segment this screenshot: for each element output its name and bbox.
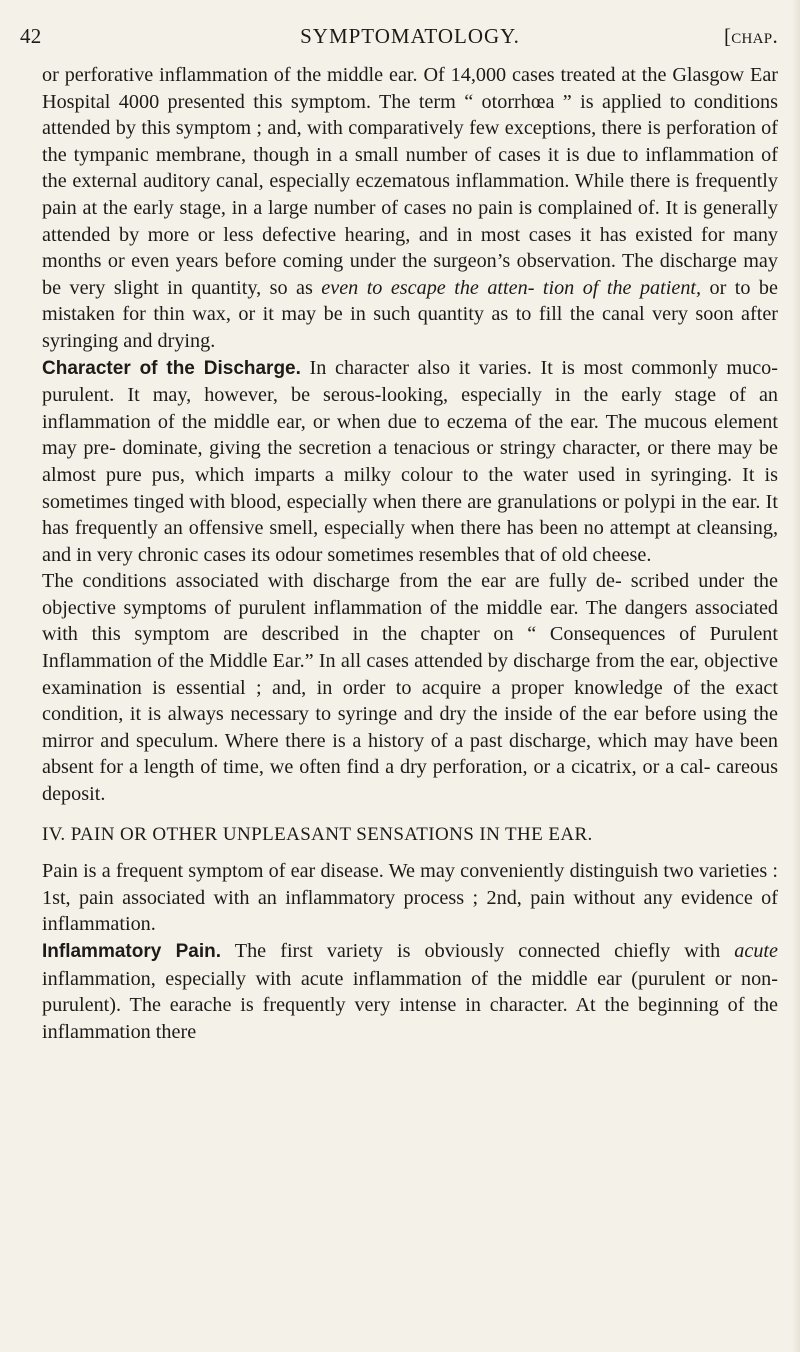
paragraph-inflammatory-pain bbox=[42, 938, 778, 1045]
sidehead-inflammatory-pain: Inflammatory Pain. bbox=[42, 941, 222, 962]
section-heading: IV. PAIN OR OTHER UNPLEASANT SENSATIONS IN THE EAR. bbox=[42, 823, 593, 845]
chapter-mark: [chap. bbox=[723, 24, 778, 48]
body-text bbox=[42, 62, 778, 1045]
book-page bbox=[20, 10, 778, 1340]
running-title: SYMPTOMATOLOGY. bbox=[300, 24, 520, 48]
paragraph-text: Pain is a frequent symptom of ear disease. We may conveniently distinguish two varieties : 1st, pain associated with an inflammatory process ; 2nd, pain without any evidence of inflammation. bbox=[42, 860, 778, 936]
page-header bbox=[20, 10, 778, 48]
paragraph-text: or to be mistaken for thin wax, or it may be in such quantity as to fill the canal very soon after syringing and drying. bbox=[42, 276, 778, 352]
italic-word: acute bbox=[734, 940, 778, 962]
paragraph-associated-conditions bbox=[42, 568, 778, 807]
page-edge-shadow bbox=[792, 0, 800, 1352]
paragraph-pain-varieties bbox=[42, 858, 778, 938]
italic-phrase: even to escape the atten- tion of the patient, bbox=[321, 276, 702, 299]
paragraph-otorrhoea bbox=[42, 62, 778, 355]
paragraph-text: In character also it varies. It is most commonly muco-purulent. It may, however, be serous-looking, especially in the early stage of an inflammation of the middle ear, or when due to eczema of the ear. The mucous element may pre- dominate, giving the secretion a tenacious or stringy character, or there may be almost pure pus, which imparts a milky colour to the water used in syringing. It is sometimes tinged with blood, especially when there are granulations or polypi in the ear. It has frequently an offensive smell, especially when there has been no attempt at cleansing, and in very chronic cases its odour sometimes resembles that of old cheese. bbox=[42, 356, 778, 566]
paragraph-text: The first variety is obviously connected chiefly with bbox=[221, 940, 735, 962]
paragraph-text: The conditions associated with discharge from the ear are fully de- scribed under the objective symptoms of purulent inflammation of the middle ear. The dangers associated with this symptom are described in the chapter on “ Consequences of Purulent Inflammation of the Middle Ear.” In all cases attended by discharge from the ear, objective examination is essential ; and, in order to acquire a proper knowledge of the exact condition, it is always necessary to syringe and dry the inside of the ear before using the mirror and speculum. Where there is a history of a past discharge, which may have been absent for a length of time, we often find a dry perforation, or a cicatrix, or a cal- careous deposit. bbox=[42, 570, 778, 806]
page-number: 42 bbox=[20, 24, 42, 48]
paragraph-text: or perforative inflammation of the middle ear. Of 14,000 cases treated at the Glasgow Ear Hospital 4000 presented this symptom. The term “ otorrhœa ” is applied to conditions attended by this symptom ; and, with comparatively few exceptions, there is perforation of the tympanic membrane, though in a small number of cases it is due to inflammation of the external auditory canal, especially eczematous inflammation. While there is frequently pain at the early stage, in a large number of cases no pain is complained of. It is generally attended by more or less defective hearing, and in most cases it has existed for many months or even years before coming under the surgeon’s observation. The discharge may be very slight in quantity, so as bbox=[42, 64, 778, 299]
paragraph-character-of-discharge bbox=[42, 355, 778, 569]
sidehead-character-of-discharge: Character of the Discharge. bbox=[42, 357, 301, 379]
paragraph-text: inflammation, especially with acute inflammation of the middle ear (purulent or non-purulent). The earache is frequently very intense in character. At the beginning of the inflammation there bbox=[42, 967, 778, 1043]
